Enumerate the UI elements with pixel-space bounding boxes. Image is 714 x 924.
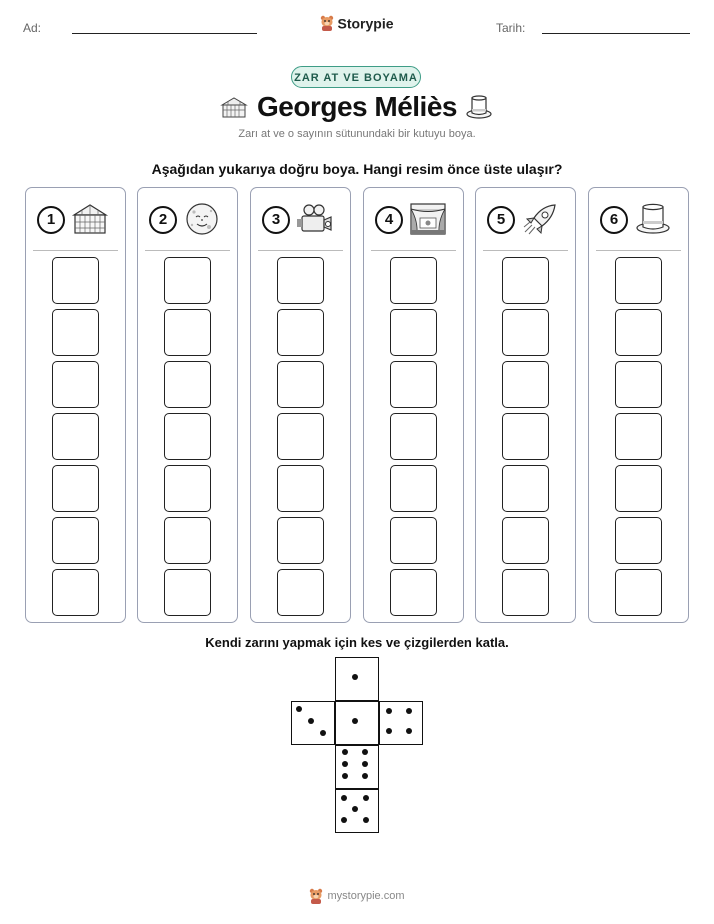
glass-studio-icon [70, 201, 110, 237]
storypie-bear-icon [309, 888, 323, 904]
die-pip [406, 708, 412, 714]
color-box[interactable] [52, 465, 99, 512]
top-hat-icon [633, 201, 673, 237]
die-pip [363, 795, 369, 801]
die-pip [406, 728, 412, 734]
date-line[interactable] [542, 33, 690, 34]
die-pip [362, 773, 368, 779]
color-box[interactable] [390, 517, 437, 564]
color-box[interactable] [52, 257, 99, 304]
column-6 [588, 187, 689, 623]
color-box[interactable] [390, 413, 437, 460]
column-number: 4 [375, 206, 403, 234]
die-face-3 [291, 701, 335, 745]
dice-instruction: Kendi zarını yapmak için kes ve çizgilerden katla. [205, 635, 509, 650]
brand-name: Storypie [337, 15, 394, 32]
color-box[interactable] [52, 569, 99, 616]
color-box[interactable] [502, 413, 549, 460]
column-number: 2 [149, 206, 177, 234]
theater-stage-icon [408, 201, 448, 237]
die-pip [320, 730, 326, 736]
column-divider [258, 250, 343, 251]
die-pip [386, 708, 392, 714]
column-1 [25, 187, 126, 623]
name-line[interactable] [72, 33, 257, 34]
footer-url[interactable]: mystorypie.com [327, 890, 405, 902]
color-box[interactable] [390, 569, 437, 616]
die-face-5 [335, 789, 379, 833]
die-pip [341, 817, 347, 823]
column-divider [596, 250, 681, 251]
column-number: 6 [600, 206, 628, 234]
storypie-bear-icon [320, 15, 334, 31]
moon-face-icon [182, 201, 222, 237]
column-number: 5 [487, 206, 515, 234]
die-pip [362, 761, 368, 767]
column-divider [145, 250, 230, 251]
color-box[interactable] [164, 465, 211, 512]
die-face-6 [335, 745, 379, 789]
column-3 [250, 187, 351, 623]
color-box[interactable] [52, 517, 99, 564]
die-face-1 [335, 701, 379, 745]
color-box[interactable] [164, 517, 211, 564]
die-face-4 [379, 701, 423, 745]
film-camera-icon [295, 201, 335, 237]
date-label: Tarih: [496, 21, 526, 35]
column-2 [137, 187, 238, 623]
top-hat-icon [464, 94, 494, 120]
column-5 [475, 187, 576, 623]
coloring-instruction: Aşağıdan yukarıya doğru boya. Hangi resim önce üste ulaşır? [151, 161, 563, 177]
color-box[interactable] [390, 309, 437, 356]
color-box[interactable] [390, 257, 437, 304]
color-box[interactable] [164, 569, 211, 616]
column-number: 1 [37, 206, 65, 234]
column-number: 3 [262, 206, 290, 234]
name-label: Ad: [23, 21, 42, 35]
color-box[interactable] [615, 361, 662, 408]
color-box[interactable] [502, 257, 549, 304]
die-pip [386, 728, 392, 734]
die-face-1 [335, 657, 379, 701]
color-box[interactable] [502, 309, 549, 356]
die-pip [352, 674, 358, 680]
brand [0, 14, 714, 31]
color-box[interactable] [277, 465, 324, 512]
color-box[interactable] [615, 517, 662, 564]
die-pip [308, 718, 314, 724]
color-box[interactable] [164, 257, 211, 304]
column-divider [371, 250, 456, 251]
color-box[interactable] [615, 257, 662, 304]
column-divider [483, 250, 568, 251]
color-box[interactable] [615, 465, 662, 512]
color-box[interactable] [277, 361, 324, 408]
page-subtitle: Zarı at ve o sayının sütunundaki bir kutuyu boya. [238, 128, 476, 140]
color-box[interactable] [277, 569, 324, 616]
die-pip [352, 806, 358, 812]
color-box[interactable] [164, 361, 211, 408]
column-4 [363, 187, 464, 623]
color-box[interactable] [164, 413, 211, 460]
footer [0, 888, 714, 904]
rocket-icon [520, 201, 560, 237]
color-box[interactable] [502, 517, 549, 564]
color-box[interactable] [615, 413, 662, 460]
color-box[interactable] [615, 309, 662, 356]
color-box[interactable] [390, 361, 437, 408]
die-pip [342, 761, 348, 767]
die-pip [352, 718, 358, 724]
die-pip [342, 749, 348, 755]
page-title: Georges Méliès [257, 91, 457, 122]
color-box[interactable] [277, 309, 324, 356]
die-pip [296, 706, 302, 712]
color-box[interactable] [277, 257, 324, 304]
die-pip [342, 773, 348, 779]
color-box[interactable] [502, 569, 549, 616]
color-box[interactable] [615, 569, 662, 616]
column-divider [33, 250, 118, 251]
color-box[interactable] [52, 413, 99, 460]
die-pip [341, 795, 347, 801]
activity-badge: ZAR AT VE BOYAMA [291, 66, 421, 88]
color-box[interactable] [390, 465, 437, 512]
color-box[interactable] [277, 517, 324, 564]
color-box[interactable] [164, 309, 211, 356]
color-box[interactable] [502, 465, 549, 512]
color-box[interactable] [52, 309, 99, 356]
color-box[interactable] [52, 361, 99, 408]
color-box[interactable] [502, 361, 549, 408]
die-pip [362, 749, 368, 755]
color-box[interactable] [277, 413, 324, 460]
die-pip [363, 817, 369, 823]
